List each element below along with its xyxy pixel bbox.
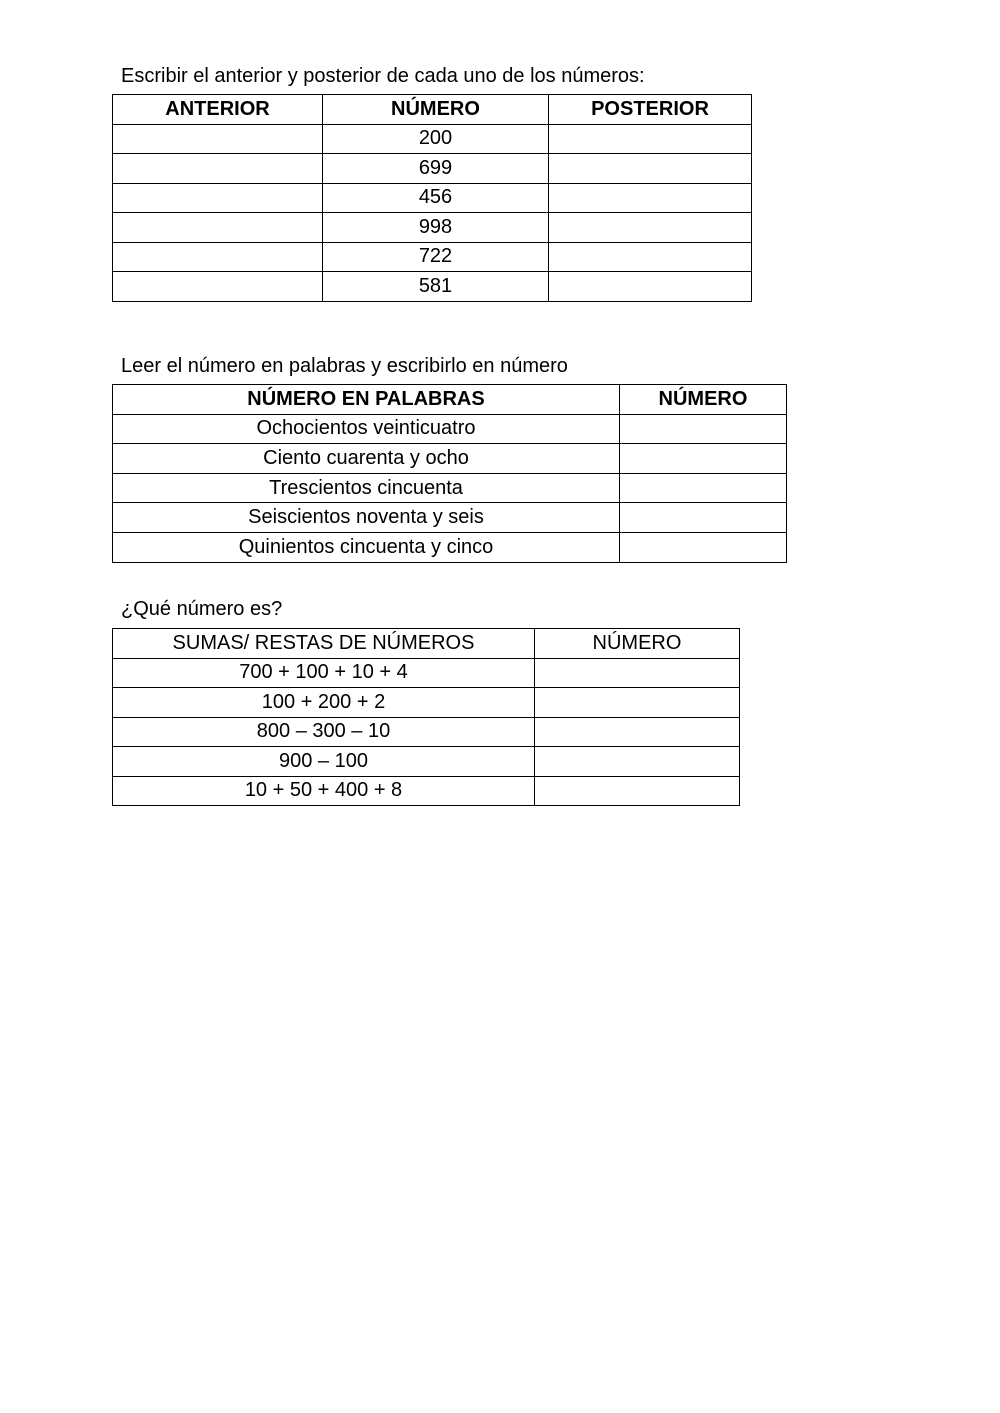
- palabras-cell: Quinientos cincuenta y cinco: [113, 532, 620, 562]
- header-anterior: ANTERIOR: [113, 95, 323, 125]
- numero-answer-cell[interactable]: [535, 776, 740, 806]
- operacion-cell: 10 + 50 + 400 + 8: [113, 776, 535, 806]
- numero-answer-cell[interactable]: [620, 444, 787, 474]
- table-row: [113, 124, 752, 154]
- table-row: [113, 747, 740, 777]
- table-row: [113, 154, 752, 184]
- palabras-cell: Ochocientos veinticuatro: [113, 414, 620, 444]
- numero-answer-cell[interactable]: [535, 658, 740, 688]
- anterior-cell[interactable]: [113, 154, 323, 184]
- numero-answer-cell[interactable]: [535, 717, 740, 747]
- anterior-cell[interactable]: [113, 183, 323, 213]
- numero-cell: 581: [323, 272, 549, 302]
- table-row: [113, 503, 787, 533]
- palabras-cell: Ciento cuarenta y ocho: [113, 444, 620, 474]
- table-row: [113, 414, 787, 444]
- table-header-row: [113, 629, 740, 659]
- table-row: [113, 183, 752, 213]
- header-numero: NÚMERO: [620, 385, 787, 415]
- header-numero: NÚMERO: [535, 629, 740, 659]
- posterior-cell[interactable]: [549, 242, 752, 272]
- anterior-cell[interactable]: [113, 213, 323, 243]
- predecessor-successor-table: [112, 94, 752, 302]
- numero-cell: 456: [323, 183, 549, 213]
- table-row: [113, 213, 752, 243]
- operacion-cell: 100 + 200 + 2: [113, 688, 535, 718]
- operacion-cell: 700 + 100 + 10 + 4: [113, 658, 535, 688]
- numero-cell: 722: [323, 242, 549, 272]
- posterior-cell[interactable]: [549, 213, 752, 243]
- numero-answer-cell[interactable]: [535, 747, 740, 777]
- posterior-cell[interactable]: [549, 183, 752, 213]
- numero-answer-cell[interactable]: [620, 473, 787, 503]
- header-numero-en-palabras: NÚMERO EN PALABRAS: [113, 385, 620, 415]
- section1-heading: Escribir el anterior y posterior de cada uno de los números:: [121, 65, 645, 87]
- table-row: [113, 473, 787, 503]
- anterior-cell[interactable]: [113, 242, 323, 272]
- table-row: [113, 242, 752, 272]
- table-header-row: [113, 385, 787, 415]
- header-numero: NÚMERO: [323, 95, 549, 125]
- numero-cell: 699: [323, 154, 549, 184]
- posterior-cell[interactable]: [549, 272, 752, 302]
- numero-cell: 200: [323, 124, 549, 154]
- numero-answer-cell[interactable]: [620, 414, 787, 444]
- table-row: [113, 532, 787, 562]
- section2-heading: Leer el número en palabras y escribirlo en número: [121, 355, 568, 377]
- table-row: [113, 272, 752, 302]
- table-row: [113, 688, 740, 718]
- operacion-cell: 800 – 300 – 10: [113, 717, 535, 747]
- table-row: [113, 444, 787, 474]
- operacion-cell: 900 – 100: [113, 747, 535, 777]
- palabras-cell: Seiscientos noventa y seis: [113, 503, 620, 533]
- posterior-cell[interactable]: [549, 154, 752, 184]
- anterior-cell[interactable]: [113, 124, 323, 154]
- posterior-cell[interactable]: [549, 124, 752, 154]
- numero-answer-cell[interactable]: [535, 688, 740, 718]
- table-row: [113, 717, 740, 747]
- table-row: [113, 776, 740, 806]
- anterior-cell[interactable]: [113, 272, 323, 302]
- section3-heading: ¿Qué número es?: [121, 598, 283, 620]
- table-row: [113, 658, 740, 688]
- table-header-row: [113, 95, 752, 125]
- header-posterior: POSTERIOR: [549, 95, 752, 125]
- numero-cell: 998: [323, 213, 549, 243]
- header-sumas-restas: SUMAS/ RESTAS DE NÚMEROS: [113, 629, 535, 659]
- palabras-cell: Trescientos cincuenta: [113, 473, 620, 503]
- sums-subtractions-table: [112, 628, 740, 806]
- numero-answer-cell[interactable]: [620, 532, 787, 562]
- words-to-number-table: [112, 384, 787, 563]
- numero-answer-cell[interactable]: [620, 503, 787, 533]
